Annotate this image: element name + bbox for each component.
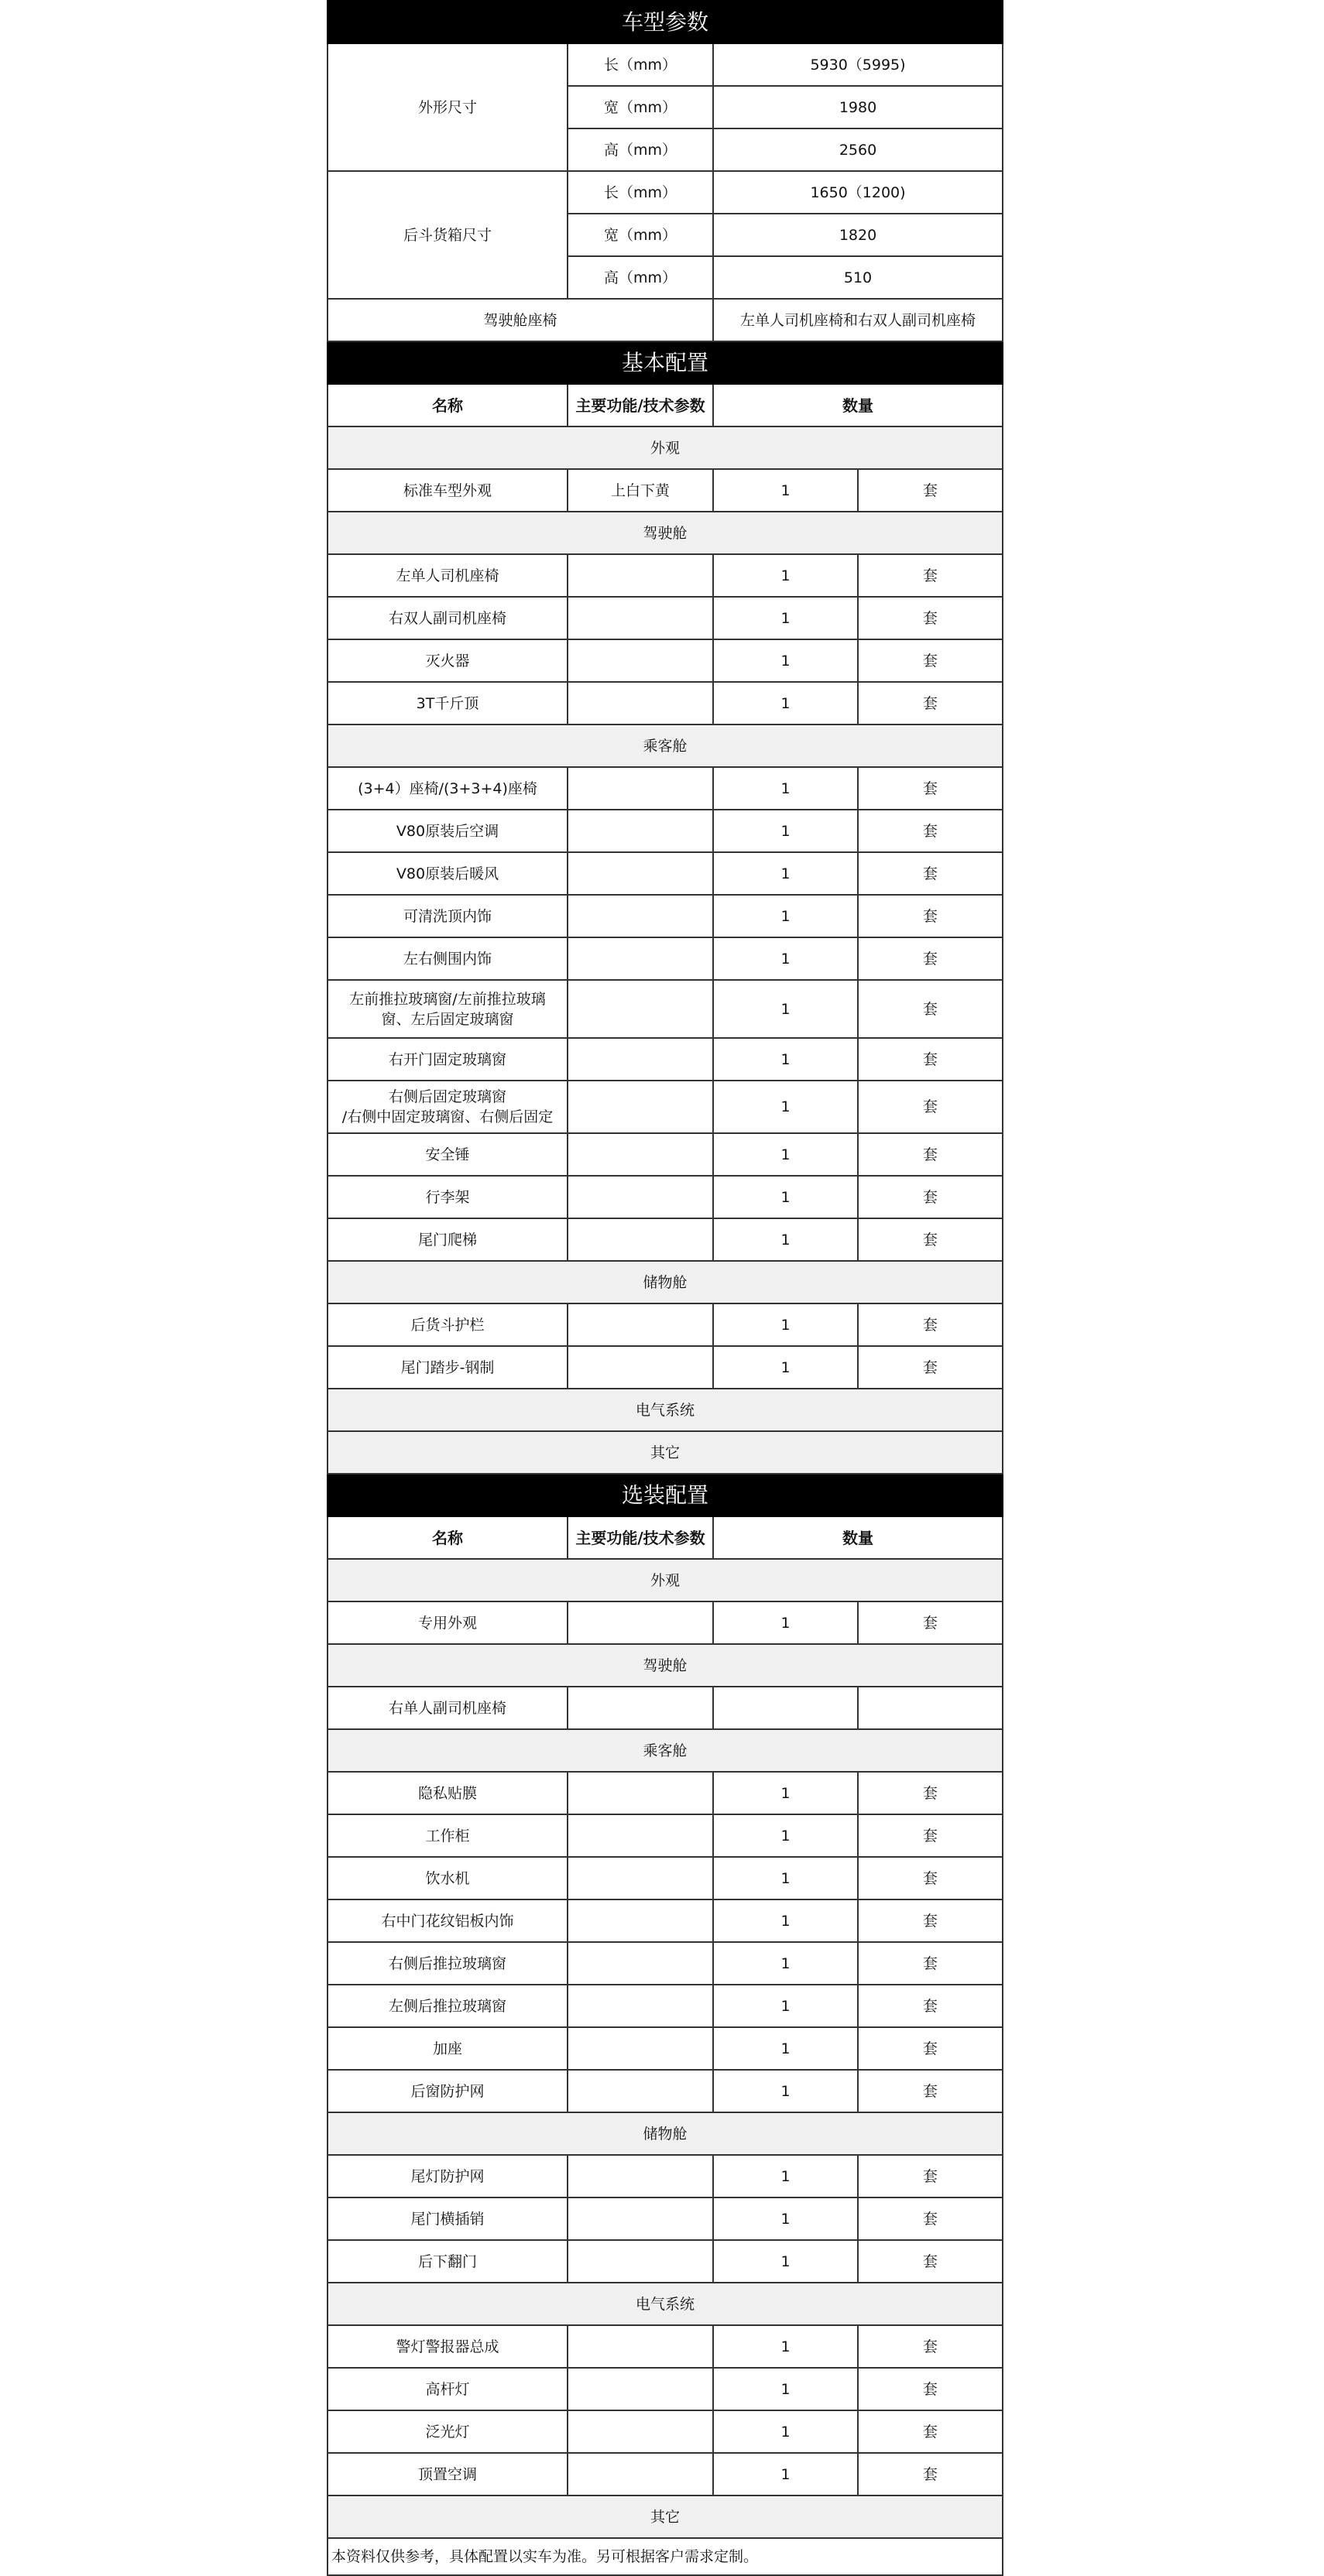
item-unit: 套 xyxy=(858,2070,1003,2112)
category-label: 驾驶舱 xyxy=(328,512,1003,554)
category-row xyxy=(328,1644,1003,1687)
item-qty: 1 xyxy=(713,2027,858,2070)
item-unit: 套 xyxy=(858,895,1003,937)
item-name xyxy=(328,1081,568,1133)
item-param xyxy=(568,810,713,852)
item-param xyxy=(568,1601,713,1644)
item-name: 左侧后推拉玻璃窗 xyxy=(328,1985,568,2027)
item-unit: 套 xyxy=(858,2027,1003,2070)
item-qty: 1 xyxy=(713,2368,858,2410)
item-name: 尾门横插销 xyxy=(328,2197,568,2240)
table-row xyxy=(328,1081,1003,1133)
item-qty: 1 xyxy=(713,2240,858,2283)
table-row xyxy=(328,1772,1003,1814)
item-unit: 套 xyxy=(858,937,1003,980)
item-param xyxy=(568,852,713,895)
item-param xyxy=(568,2453,713,2496)
item-qty: 1 xyxy=(713,1899,858,1942)
item-name: 隐私贴膜 xyxy=(328,1772,568,1814)
item-name: 警灯警报器总成 xyxy=(328,2325,568,2368)
category-row xyxy=(328,724,1003,767)
spec-sheet xyxy=(327,0,1002,2576)
footer-note-row xyxy=(328,2538,1003,2575)
item-name: 后货斗护栏 xyxy=(328,1303,568,1346)
item-unit: 套 xyxy=(858,1857,1003,1899)
spec-value: 1820 xyxy=(713,214,1003,256)
spec-dim: 高（mm） xyxy=(568,128,713,171)
table-row xyxy=(328,1346,1003,1389)
item-qty: 1 xyxy=(713,1081,858,1133)
category-label: 其它 xyxy=(328,2496,1003,2538)
item-param: 上白下黄 xyxy=(568,469,713,512)
spec-dim: 高（mm） xyxy=(568,256,713,299)
item-name: 右中门花纹铝板内饰 xyxy=(328,1899,568,1942)
category-label: 外观 xyxy=(328,1559,1003,1601)
item-unit: 套 xyxy=(858,2325,1003,2368)
item-unit: 套 xyxy=(858,852,1003,895)
header-row xyxy=(328,1516,1003,1559)
item-name: 左单人司机座椅 xyxy=(328,554,568,597)
item-param xyxy=(568,2027,713,2070)
table-row xyxy=(328,895,1003,937)
item-name: 工作柜 xyxy=(328,1814,568,1857)
item-unit: 套 xyxy=(858,2197,1003,2240)
section-title-basic xyxy=(328,341,1003,384)
spec-row xyxy=(328,43,1003,86)
item-param xyxy=(568,1081,713,1133)
spec-group-label: 外形尺寸 xyxy=(328,43,568,171)
item-name: 尾门踏步-钢制 xyxy=(328,1346,568,1389)
item-unit: 套 xyxy=(858,1133,1003,1176)
spec-value: 1650（1200) xyxy=(713,171,1003,214)
item-param xyxy=(568,980,713,1038)
item-name: 行李架 xyxy=(328,1176,568,1218)
section-title: 基本配置 xyxy=(328,341,1003,384)
table-row xyxy=(328,937,1003,980)
item-unit: 套 xyxy=(858,1601,1003,1644)
item-param xyxy=(568,2240,713,2283)
item-param xyxy=(568,895,713,937)
item-unit: 套 xyxy=(858,1303,1003,1346)
table-row xyxy=(328,1038,1003,1081)
item-qty: 1 xyxy=(713,1133,858,1176)
item-unit: 套 xyxy=(858,1218,1003,1261)
category-label: 乘客舱 xyxy=(328,724,1003,767)
spec-row xyxy=(328,299,1003,341)
header-qty: 数量 xyxy=(713,1516,1003,1559)
item-name: 右开门固定玻璃窗 xyxy=(328,1038,568,1081)
spec-value: 2560 xyxy=(713,128,1003,171)
table-row xyxy=(328,1857,1003,1899)
table-row xyxy=(328,639,1003,682)
item-param xyxy=(568,1176,713,1218)
item-name: 可清洗顶内饰 xyxy=(328,895,568,937)
spec-group-label: 驾驶舱座椅 xyxy=(328,299,713,341)
category-label: 储物舱 xyxy=(328,1261,1003,1303)
category-label: 驾驶舱 xyxy=(328,1644,1003,1687)
item-unit: 套 xyxy=(858,2453,1003,2496)
table-row xyxy=(328,2027,1003,2070)
spec-table xyxy=(327,0,1003,2576)
item-param xyxy=(568,1218,713,1261)
category-row xyxy=(328,1729,1003,1772)
table-row xyxy=(328,980,1003,1038)
item-name: 尾灯防护网 xyxy=(328,2155,568,2197)
item-unit: 套 xyxy=(858,810,1003,852)
item-qty: 1 xyxy=(713,1814,858,1857)
item-qty: 1 xyxy=(713,2325,858,2368)
table-row xyxy=(328,1985,1003,2027)
spec-dim: 宽（mm） xyxy=(568,86,713,128)
item-qty: 1 xyxy=(713,682,858,724)
item-unit: 套 xyxy=(858,1814,1003,1857)
category-row xyxy=(328,2496,1003,2538)
item-param xyxy=(568,1303,713,1346)
table-row xyxy=(328,1218,1003,1261)
table-row xyxy=(328,1899,1003,1942)
category-row xyxy=(328,426,1003,469)
spec-group-label: 后斗货箱尺寸 xyxy=(328,171,568,299)
category-label: 其它 xyxy=(328,1431,1003,1474)
table-row xyxy=(328,767,1003,810)
item-param xyxy=(568,639,713,682)
item-name: 加座 xyxy=(328,2027,568,2070)
item-unit: 套 xyxy=(858,1772,1003,1814)
item-unit: 套 xyxy=(858,554,1003,597)
item-param xyxy=(568,2197,713,2240)
table-row xyxy=(328,1176,1003,1218)
item-unit: 套 xyxy=(858,1985,1003,2027)
item-qty: 1 xyxy=(713,1303,858,1346)
item-name-line2: /右侧中固定玻璃窗、右侧后固定 xyxy=(341,1108,554,1125)
header-param: 主要功能/技术参数 xyxy=(568,1516,713,1559)
item-qty: 1 xyxy=(713,937,858,980)
spec-value: 5930（5995) xyxy=(713,43,1003,86)
item-param xyxy=(568,1038,713,1081)
table-row xyxy=(328,1303,1003,1346)
category-label: 外观 xyxy=(328,426,1003,469)
footer-note: 本资料仅供参考，具体配置以实车为准。另可根据客户需求定制。 xyxy=(328,2538,1003,2575)
item-unit xyxy=(858,1687,1003,1729)
item-name: 高杆灯 xyxy=(328,2368,568,2410)
category-row xyxy=(328,2112,1003,2155)
header-name: 名称 xyxy=(328,384,568,426)
category-label: 储物舱 xyxy=(328,2112,1003,2155)
table-row xyxy=(328,2197,1003,2240)
item-name xyxy=(328,980,568,1038)
item-qty: 1 xyxy=(713,2410,858,2453)
item-param xyxy=(568,2410,713,2453)
item-qty: 1 xyxy=(713,767,858,810)
item-unit: 套 xyxy=(858,597,1003,639)
item-qty: 1 xyxy=(713,1038,858,1081)
category-label: 电气系统 xyxy=(328,2283,1003,2325)
item-name: 3T千斤顶 xyxy=(328,682,568,724)
item-qty: 1 xyxy=(713,1857,858,1899)
header-row xyxy=(328,384,1003,426)
item-qty: 1 xyxy=(713,597,858,639)
item-param xyxy=(568,1133,713,1176)
table-row xyxy=(328,2325,1003,2368)
table-row xyxy=(328,1942,1003,1985)
header-qty: 数量 xyxy=(713,384,1003,426)
item-qty: 1 xyxy=(713,1985,858,2027)
item-unit: 套 xyxy=(858,469,1003,512)
section-title-specs xyxy=(328,1,1003,43)
item-unit: 套 xyxy=(858,767,1003,810)
item-param xyxy=(568,1899,713,1942)
section-title: 选装配置 xyxy=(328,1474,1003,1516)
table-row xyxy=(328,1814,1003,1857)
item-unit: 套 xyxy=(858,2410,1003,2453)
item-param xyxy=(568,937,713,980)
table-row xyxy=(328,2453,1003,2496)
spec-dim: 宽（mm） xyxy=(568,214,713,256)
item-qty: 1 xyxy=(713,554,858,597)
category-row xyxy=(328,512,1003,554)
item-qty: 1 xyxy=(713,2453,858,2496)
item-name: 泛光灯 xyxy=(328,2410,568,2453)
item-unit: 套 xyxy=(858,2155,1003,2197)
item-unit: 套 xyxy=(858,980,1003,1038)
item-name-line1: 右侧后固定玻璃窗 xyxy=(388,1088,506,1105)
item-qty: 1 xyxy=(713,2070,858,2112)
header-param: 主要功能/技术参数 xyxy=(568,384,713,426)
header-name: 名称 xyxy=(328,1516,568,1559)
spec-dim: 长（mm） xyxy=(568,43,713,86)
item-param xyxy=(568,597,713,639)
item-unit: 套 xyxy=(858,1081,1003,1133)
item-qty: 1 xyxy=(713,1601,858,1644)
item-name: 右双人副司机座椅 xyxy=(328,597,568,639)
item-param xyxy=(568,1857,713,1899)
table-row xyxy=(328,1601,1003,1644)
item-name: 标准车型外观 xyxy=(328,469,568,512)
category-row xyxy=(328,2283,1003,2325)
category-row xyxy=(328,1389,1003,1431)
item-qty xyxy=(713,1687,858,1729)
section-title: 车型参数 xyxy=(328,1,1003,43)
item-qty: 1 xyxy=(713,1346,858,1389)
item-unit: 套 xyxy=(858,1038,1003,1081)
item-param xyxy=(568,2368,713,2410)
item-unit: 套 xyxy=(858,1176,1003,1218)
item-qty: 1 xyxy=(713,852,858,895)
item-param xyxy=(568,1985,713,2027)
item-name: V80原装后空调 xyxy=(328,810,568,852)
item-name: 后下翻门 xyxy=(328,2240,568,2283)
section-title-optional xyxy=(328,1474,1003,1516)
table-row xyxy=(328,1687,1003,1729)
item-unit: 套 xyxy=(858,1942,1003,1985)
table-row xyxy=(328,2070,1003,2112)
item-name: 左右侧围内饰 xyxy=(328,937,568,980)
item-param xyxy=(568,1687,713,1729)
item-param xyxy=(568,2155,713,2197)
spec-value: 510 xyxy=(713,256,1003,299)
item-qty: 1 xyxy=(713,980,858,1038)
item-name: 灭火器 xyxy=(328,639,568,682)
category-row xyxy=(328,1261,1003,1303)
item-qty: 1 xyxy=(713,1176,858,1218)
spec-value: 1980 xyxy=(713,86,1003,128)
item-unit: 套 xyxy=(858,1899,1003,1942)
item-name: 尾门爬梯 xyxy=(328,1218,568,1261)
item-param xyxy=(568,554,713,597)
category-row xyxy=(328,1559,1003,1601)
table-row xyxy=(328,1133,1003,1176)
item-name: 后窗防护网 xyxy=(328,2070,568,2112)
table-row xyxy=(328,2368,1003,2410)
table-row xyxy=(328,2155,1003,2197)
item-name: 专用外观 xyxy=(328,1601,568,1644)
item-param xyxy=(568,1772,713,1814)
item-qty: 1 xyxy=(713,1772,858,1814)
item-name-line1: 左前推拉玻璃窗/左前推拉玻璃 xyxy=(349,990,546,1008)
item-unit: 套 xyxy=(858,1346,1003,1389)
item-qty: 1 xyxy=(713,810,858,852)
category-row xyxy=(328,1431,1003,1474)
table-row xyxy=(328,682,1003,724)
item-param xyxy=(568,767,713,810)
item-name: 右单人副司机座椅 xyxy=(328,1687,568,1729)
item-unit: 套 xyxy=(858,639,1003,682)
item-name: 饮水机 xyxy=(328,1857,568,1899)
spec-value: 左单人司机座椅和右双人副司机座椅 xyxy=(713,299,1003,341)
item-unit: 套 xyxy=(858,2368,1003,2410)
table-row xyxy=(328,597,1003,639)
table-row xyxy=(328,852,1003,895)
item-param xyxy=(568,1346,713,1389)
item-unit: 套 xyxy=(858,682,1003,724)
table-row xyxy=(328,469,1003,512)
table-row xyxy=(328,2410,1003,2453)
item-name: 顶置空调 xyxy=(328,2453,568,2496)
item-name: 安全锤 xyxy=(328,1133,568,1176)
item-param xyxy=(568,682,713,724)
spec-dim: 长（mm） xyxy=(568,171,713,214)
item-qty: 1 xyxy=(713,1942,858,1985)
item-name: (3+4）座椅/(3+3+4)座椅 xyxy=(328,767,568,810)
item-qty: 1 xyxy=(713,2155,858,2197)
item-qty: 1 xyxy=(713,1218,858,1261)
item-name: 右侧后推拉玻璃窗 xyxy=(328,1942,568,1985)
table-row xyxy=(328,554,1003,597)
spec-row xyxy=(328,171,1003,214)
item-name-line2: 窗、左后固定玻璃窗 xyxy=(381,1010,514,1028)
item-qty: 1 xyxy=(713,639,858,682)
item-param xyxy=(568,2070,713,2112)
item-unit: 套 xyxy=(858,2240,1003,2283)
item-name: V80原装后暖风 xyxy=(328,852,568,895)
item-qty: 1 xyxy=(713,2197,858,2240)
category-label: 乘客舱 xyxy=(328,1729,1003,1772)
item-param xyxy=(568,1942,713,1985)
category-label: 电气系统 xyxy=(328,1389,1003,1431)
item-param xyxy=(568,1814,713,1857)
table-row xyxy=(328,810,1003,852)
item-qty: 1 xyxy=(713,469,858,512)
item-qty: 1 xyxy=(713,895,858,937)
item-param xyxy=(568,2325,713,2368)
table-row xyxy=(328,2240,1003,2283)
